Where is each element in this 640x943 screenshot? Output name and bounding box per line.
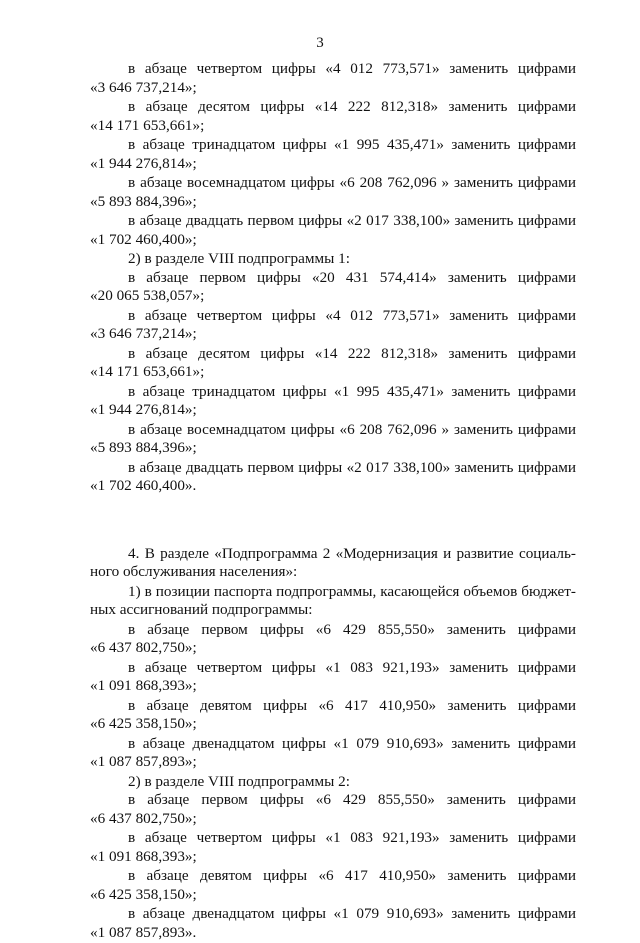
- paragraph-line: в абзаце восемнадцатом цифры «6 208 762,096 » заменить цифрами: [128, 420, 576, 438]
- continuation-line: «1 944 276,814»;: [90, 401, 197, 418]
- continuation-line: «1 087 857,893».: [90, 923, 197, 941]
- paragraph-line: в абзаце четвертом цифры «4 012 773,571» заменить цифрами: [128, 306, 576, 324]
- continuation-line: «1 091 868,393»;: [90, 677, 197, 695]
- continuation-line: «14 171 653,661»;: [90, 116, 205, 134]
- paragraph-line: в абзаце девятом цифры «6 417 410,950» заменить цифрами: [128, 696, 576, 714]
- continuation-line: «6 425 358,150»;: [90, 885, 197, 903]
- paragraph-line: в абзаце десятом цифры «14 222 812,318» заменить цифрами: [128, 344, 576, 362]
- subsection-heading: 2) в разделе VIII подпрограммы 2:: [128, 772, 350, 790]
- paragraph-line: в абзаце двенадцатом цифры «1 079 910,693» заменить цифрами: [128, 905, 576, 923]
- paragraph-line: в абзаце двадцать первом цифры «2 017 338,100» заменить цифрами: [128, 212, 576, 229]
- paragraph-line: в абзаце четвертом цифры «1 083 921,193» заменить цифрами: [128, 829, 576, 847]
- paragraph-line: в абзаце тринадцатом цифры «1 995 435,471» заменить цифрами: [128, 382, 576, 400]
- page-number: 3: [316, 35, 324, 51]
- continuation-line: «5 893 884,396»;: [90, 439, 197, 456]
- continuation-line: «6 437 802,750»;: [90, 809, 197, 827]
- continuation-line: «1 944 276,814»;: [90, 154, 197, 172]
- paragraph-line: в абзаце четвертом цифры «4 012 773,571» заменить цифрами: [128, 60, 576, 77]
- continuation-line: «1 091 868,393»;: [90, 847, 197, 865]
- paragraph-line: 1) в позиции паспорта подпрограммы, касающейся объемов бюджет-: [128, 582, 576, 600]
- paragraph-line: в абзаце девятом цифры «6 417 410,950» заменить цифрами: [128, 867, 576, 885]
- paragraph-line: 4. В разделе «Подпрограмма 2 «Модернизация и развитие социаль-: [128, 544, 576, 562]
- paragraph-line: в абзаце первом цифры «6 429 855,550» заменить цифрами: [128, 620, 576, 638]
- continuation-line: «6 437 802,750»;: [90, 639, 197, 657]
- continuation-line: ных ассигнований подпрограммы:: [90, 601, 313, 619]
- paragraph-line: в абзаце двенадцатом цифры «1 079 910,693» заменить цифрами: [128, 734, 576, 752]
- paragraph-line: в абзаце первом цифры «20 431 574,414» заменить цифрами: [128, 268, 576, 286]
- paragraph-line: в абзаце первом цифры «6 429 855,550» заменить цифрами: [128, 791, 576, 809]
- continuation-line: ного обслуживания населения»:: [90, 563, 298, 581]
- continuation-line: «5 893 884,396»;: [90, 192, 197, 210]
- paragraph-line: в абзаце тринадцатом цифры «1 995 435,471» заменить цифрами: [128, 136, 576, 153]
- continuation-line: «1 702 460,400»;: [90, 230, 197, 248]
- continuation-line: «1 702 460,400».: [90, 477, 197, 494]
- paragraph-line: в абзаце десятом цифры «14 222 812,318» заменить цифрами: [128, 98, 576, 115]
- section-gap: [90, 511, 576, 530]
- document-body: [90, 60, 576, 943]
- paragraph-line: в абзаце восемнадцатом цифры «6 208 762,096 » заменить цифрами: [128, 174, 576, 191]
- paragraph-line: в абзаце двадцать первом цифры «2 017 338,100» заменить цифрами: [128, 458, 576, 476]
- continuation-line: «14 171 653,661»;: [90, 363, 205, 380]
- continuation-line: «6 425 358,150»;: [90, 715, 197, 733]
- subsection-heading: 2) в разделе VIII подпрограммы 1:: [128, 250, 350, 267]
- paragraph-line: в абзаце четвертом цифры «1 083 921,193» заменить цифрами: [128, 658, 576, 676]
- continuation-line: «20 065 538,057»;: [90, 287, 205, 304]
- continuation-line: «1 087 857,893»;: [90, 753, 197, 771]
- continuation-line: «3 646 737,214»;: [90, 325, 197, 342]
- continuation-line: «3 646 737,214»;: [90, 78, 197, 96]
